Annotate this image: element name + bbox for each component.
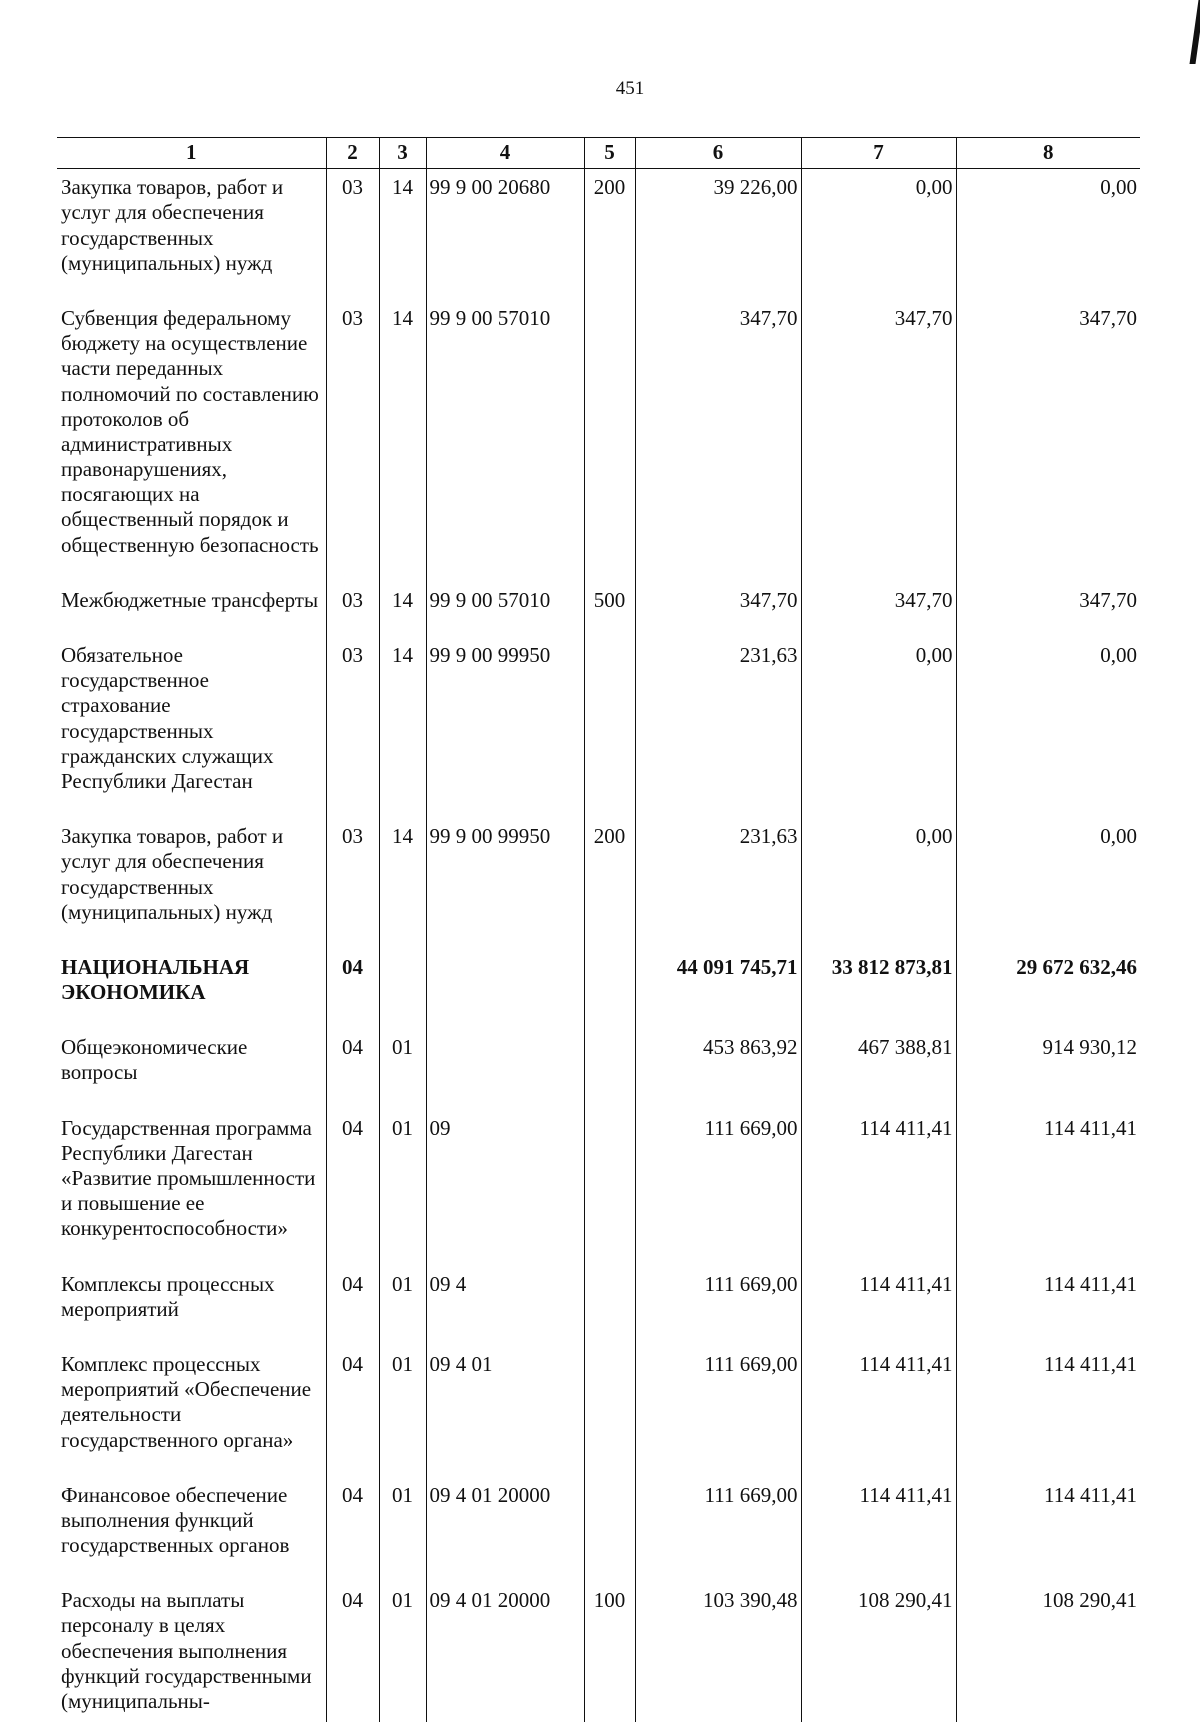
- expense-type-code: [584, 1110, 635, 1266]
- section-code: 03: [326, 582, 379, 637]
- amount-col6: 111 669,00: [635, 1346, 801, 1477]
- subsection-code: 01: [379, 1477, 426, 1583]
- amount-col6: 231,63: [635, 818, 801, 949]
- table-row: [57, 300, 1140, 582]
- expense-type-code: 200: [584, 169, 635, 300]
- amount-col7: 0,00: [801, 169, 956, 300]
- table-row: [57, 1582, 1140, 1722]
- amount-col6: 44 091 745,71: [635, 949, 801, 1029]
- subsection-code: 01: [379, 1266, 426, 1346]
- section-code: 04: [326, 1346, 379, 1477]
- column-header: 1: [57, 138, 326, 169]
- column-header: 4: [426, 138, 584, 169]
- section-code: 04: [326, 1477, 379, 1583]
- row-name: Комплексы процессных мероприятий: [61, 1271, 275, 1321]
- target-article-code: 09: [426, 1110, 584, 1266]
- amount-col7: 347,70: [801, 582, 956, 637]
- table-row: [57, 169, 1140, 300]
- amount-col7: 114 411,41: [801, 1477, 956, 1583]
- amount-col8: 108 290,41: [956, 1582, 1140, 1722]
- section-code: 04: [326, 1029, 379, 1109]
- amount-col6: 111 669,00: [635, 1110, 801, 1266]
- table-row-section-total: [57, 949, 1140, 1029]
- subsection-code: 01: [379, 1110, 426, 1266]
- column-header: 6: [635, 138, 801, 169]
- section-code: 03: [326, 818, 379, 949]
- amount-col8: 114 411,41: [956, 1346, 1140, 1477]
- row-name: Закупка товаров, работ и услуг для обеспечения государственных (муниципальных) нужд: [61, 824, 284, 924]
- target-article-code: 09 4 01: [426, 1346, 584, 1477]
- target-article-code: 99 9 00 20680: [426, 169, 584, 300]
- amount-col7: 33 812 873,81: [801, 949, 956, 1029]
- expense-type-code: [584, 949, 635, 1029]
- amount-col8: 114 411,41: [956, 1110, 1140, 1266]
- expense-type-code: [584, 1477, 635, 1583]
- target-article-code: 09 4 01 20000: [426, 1582, 584, 1722]
- table-row: [57, 1029, 1140, 1109]
- table-row: [57, 1110, 1140, 1266]
- amount-col8: 0,00: [956, 818, 1140, 949]
- table-row: [57, 1477, 1140, 1583]
- table-row: [57, 818, 1140, 949]
- table-row: [57, 582, 1140, 637]
- amount-col7: 0,00: [801, 818, 956, 949]
- amount-col6: 111 669,00: [635, 1477, 801, 1583]
- expense-type-code: [584, 1346, 635, 1477]
- amount-col7: 347,70: [801, 300, 956, 582]
- amount-col7: 114 411,41: [801, 1266, 956, 1346]
- expense-type-code: 200: [584, 818, 635, 949]
- expense-type-code: [584, 1266, 635, 1346]
- amount-col7: 108 290,41: [801, 1582, 956, 1722]
- amount-col6: 347,70: [635, 300, 801, 582]
- row-name: Комплекс процессных мероприятий «Обеспечение деятельности государственного органа»: [61, 1351, 312, 1452]
- amount-col8: 114 411,41: [956, 1477, 1140, 1583]
- target-article-code: 99 9 00 57010: [426, 582, 584, 637]
- table-row: [57, 637, 1140, 818]
- target-article-code: 99 9 00 57010: [426, 300, 584, 582]
- subsection-code: 14: [379, 169, 426, 300]
- table-row: [57, 1346, 1140, 1477]
- target-article-code: 09 4: [426, 1266, 584, 1346]
- section-code: 04: [326, 1582, 379, 1722]
- row-name: Обязательное государственное страхование государственных гражданских служащих Республики Дагестан: [61, 643, 274, 793]
- table-header-row: [57, 138, 1140, 169]
- column-header: 7: [801, 138, 956, 169]
- expense-type-code: [584, 1029, 635, 1109]
- target-article-code: [426, 949, 584, 1029]
- row-name: НАЦИОНАЛЬНАЯ ЭКОНОМИКА: [61, 954, 250, 1005]
- target-article-code: 09 4 01 20000: [426, 1477, 584, 1583]
- subsection-code: 14: [379, 818, 426, 949]
- amount-col6: 111 669,00: [635, 1266, 801, 1346]
- amount-col8: 114 411,41: [956, 1266, 1140, 1346]
- amount-col8: 29 672 632,46: [956, 949, 1140, 1029]
- amount-col6: 103 390,48: [635, 1582, 801, 1722]
- amount-col6: 453 863,92: [635, 1029, 801, 1109]
- amount-col8: 0,00: [956, 169, 1140, 300]
- amount-col6: 39 226,00: [635, 169, 801, 300]
- subsection-code: 01: [379, 1582, 426, 1722]
- target-article-code: 99 9 00 99950: [426, 818, 584, 949]
- amount-col8: 914 930,12: [956, 1029, 1140, 1109]
- amount-col7: 114 411,41: [801, 1110, 956, 1266]
- subsection-code: 14: [379, 582, 426, 637]
- budget-table: [57, 137, 1140, 1722]
- amount-col7: 0,00: [801, 637, 956, 818]
- subsection-code: 01: [379, 1346, 426, 1477]
- section-code: 04: [326, 949, 379, 1029]
- subsection-code: [379, 949, 426, 1029]
- amount-col7: 114 411,41: [801, 1346, 956, 1477]
- page-number: 451: [615, 78, 645, 99]
- expense-type-code: [584, 637, 635, 818]
- amount-col8: 347,70: [956, 300, 1140, 582]
- row-name: Субвенция федеральному бюджету на осуществление части переданных полномочий по составлению протоколов об административных правонарушениях, посягающих на общественный порядок и общественную безопасность: [61, 305, 319, 557]
- table-row: [57, 1266, 1140, 1346]
- expense-type-code: 100: [584, 1582, 635, 1722]
- section-code: 03: [326, 169, 379, 300]
- row-name: Расходы на выплаты персоналу в целях обеспечения выполнения функций государственными (муниципальны-: [61, 1588, 312, 1713]
- amount-col8: 0,00: [956, 637, 1140, 818]
- subsection-code: 01: [379, 1029, 426, 1109]
- section-code: 03: [326, 300, 379, 582]
- section-code: 04: [326, 1266, 379, 1346]
- target-article-code: 99 9 00 99950: [426, 637, 584, 818]
- column-header: 3: [379, 138, 426, 169]
- section-code: 03: [326, 637, 379, 818]
- column-header: 8: [956, 138, 1140, 169]
- column-header: 5: [584, 138, 635, 169]
- expense-type-code: [584, 300, 635, 582]
- target-article-code: [426, 1029, 584, 1109]
- scan-edge-mark: [1190, 0, 1200, 64]
- amount-col6: 231,63: [635, 637, 801, 818]
- amount-col8: 347,70: [956, 582, 1140, 637]
- amount-col6: 347,70: [635, 582, 801, 637]
- column-header: 2: [326, 138, 379, 169]
- row-name: Финансовое обеспечение выполнения функций государственных органов: [61, 1482, 290, 1558]
- subsection-code: 14: [379, 637, 426, 818]
- row-name: Государственная программа Республики Дагестан «Развитие промышленности и повышение ее конкурентоспособности»: [61, 1115, 316, 1241]
- row-name: Закупка товаров, работ и услуг для обеспечения государственных (муниципальных) нужд: [61, 175, 284, 275]
- row-name: Межбюджетные трансферты: [61, 587, 319, 612]
- section-code: 04: [326, 1110, 379, 1266]
- row-name: Общеэкономические вопросы: [61, 1035, 248, 1085]
- subsection-code: 14: [379, 300, 426, 582]
- amount-col7: 467 388,81: [801, 1029, 956, 1109]
- expense-type-code: 500: [584, 582, 635, 637]
